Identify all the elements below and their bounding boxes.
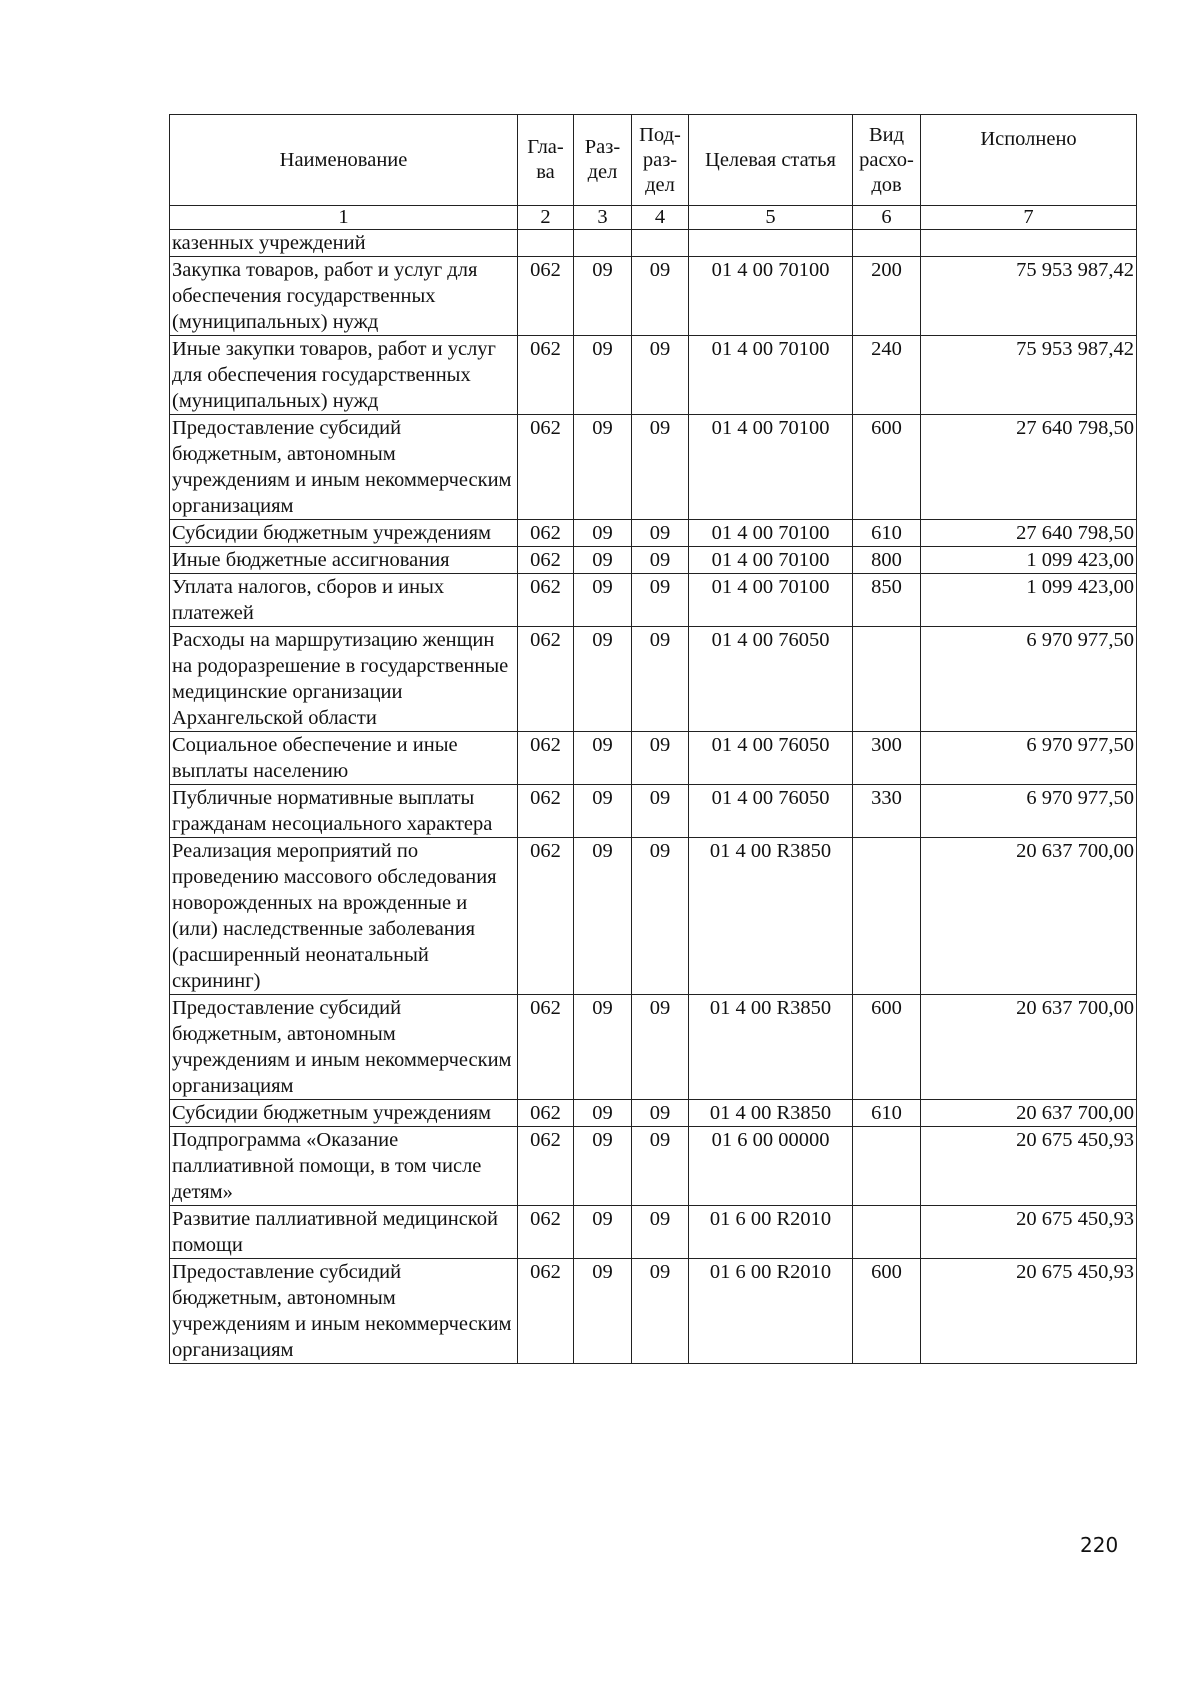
table-row	[170, 574, 1137, 627]
row-target-cell: 01 4 00 70100	[689, 520, 853, 547]
row-section-cell: 09	[574, 547, 632, 574]
row-expense-type-cell: 600	[853, 1259, 921, 1364]
table-row	[170, 1259, 1137, 1364]
row-target-cell: 01 6 00 R2010	[689, 1206, 853, 1259]
table-row	[170, 547, 1137, 574]
row-target-cell: 01 4 00 76050	[689, 627, 853, 732]
row-expense-type-cell	[853, 627, 921, 732]
row-subsection-cell: 09	[632, 1259, 689, 1364]
row-name-cell: Предоставление субсидий бюджетным, автономным учреждениям и иным некоммерческим организациям	[170, 1259, 518, 1364]
row-target-cell: 01 4 00 70100	[689, 415, 853, 520]
row-section-cell: 09	[574, 574, 632, 627]
row-name-cell: Развитие паллиативной медицинской помощи	[170, 1206, 518, 1259]
row-chapter-cell: 062	[518, 520, 574, 547]
row-subsection-cell: 09	[632, 547, 689, 574]
row-target-cell: 01 6 00 R2010	[689, 1259, 853, 1364]
row-expense-type-cell	[853, 230, 921, 257]
row-executed-cell: 27 640 798,50	[921, 415, 1137, 520]
row-expense-type-cell: 800	[853, 547, 921, 574]
header-row	[170, 115, 1137, 206]
row-subsection-cell: 09	[632, 336, 689, 415]
table-row	[170, 1127, 1137, 1206]
row-executed-cell: 75 953 987,42	[921, 257, 1137, 336]
row-name-cell: Реализация мероприятий по проведению массового обследования новорожденных на врожденные и (или) наследственные заболевания (расширенный неонатальный скрининг)	[170, 838, 518, 995]
row-subsection-cell: 09	[632, 1100, 689, 1127]
row-name-cell: Уплата налогов, сборов и иных платежей	[170, 574, 518, 627]
row-name-cell: Социальное обеспечение и иные выплаты населению	[170, 732, 518, 785]
row-subsection-cell: 09	[632, 838, 689, 995]
row-expense-type-cell	[853, 1206, 921, 1259]
row-section-cell: 09	[574, 1259, 632, 1364]
row-expense-type-cell	[853, 838, 921, 995]
row-name-cell: Иные бюджетные ассигнования	[170, 547, 518, 574]
row-subsection-cell: 09	[632, 627, 689, 732]
header-subsection: Под- раз- дел	[632, 115, 689, 206]
row-chapter-cell: 062	[518, 1259, 574, 1364]
table-row	[170, 995, 1137, 1100]
row-executed-cell: 20 675 450,93	[921, 1259, 1137, 1364]
row-chapter-cell: 062	[518, 1100, 574, 1127]
header-chapter: Гла- ва	[518, 115, 574, 206]
table-row	[170, 336, 1137, 415]
row-executed-cell: 6 970 977,50	[921, 732, 1137, 785]
row-name-cell: Субсидии бюджетным учреждениям	[170, 1100, 518, 1127]
row-name-cell: Расходы на маршрутизацию женщин на родоразрешение в государственные медицинские организации Архангельской области	[170, 627, 518, 732]
row-name-cell: Предоставление субсидий бюджетным, автономным учреждениям и иным некоммерческим организациям	[170, 995, 518, 1100]
table-row	[170, 520, 1137, 547]
row-chapter-cell: 062	[518, 415, 574, 520]
table-row	[170, 230, 1137, 257]
row-expense-type-cell: 300	[853, 732, 921, 785]
row-executed-cell: 20 637 700,00	[921, 995, 1137, 1100]
column-number: 7	[921, 206, 1137, 230]
row-section-cell: 09	[574, 838, 632, 995]
row-name-cell: казенных учреждений	[170, 230, 518, 257]
row-chapter-cell: 062	[518, 257, 574, 336]
row-subsection-cell: 09	[632, 520, 689, 547]
table-row	[170, 415, 1137, 520]
row-section-cell: 09	[574, 627, 632, 732]
row-target-cell: 01 4 00 R3850	[689, 995, 853, 1100]
page-number: 220	[1080, 1533, 1119, 1557]
row-chapter-cell: 062	[518, 785, 574, 838]
row-subsection-cell: 09	[632, 785, 689, 838]
row-executed-cell: 75 953 987,42	[921, 336, 1137, 415]
row-name-cell: Иные закупки товаров, работ и услуг для обеспечения государственных (муниципальных) нужд	[170, 336, 518, 415]
row-chapter-cell	[518, 230, 574, 257]
row-target-cell	[689, 230, 853, 257]
table-row	[170, 838, 1137, 995]
row-section-cell: 09	[574, 257, 632, 336]
row-expense-type-cell: 200	[853, 257, 921, 336]
row-target-cell: 01 4 00 70100	[689, 336, 853, 415]
header-expense-type: Вид расхо- дов	[853, 115, 921, 206]
column-number: 2	[518, 206, 574, 230]
table-row	[170, 1206, 1137, 1259]
row-executed-cell: 20 637 700,00	[921, 1100, 1137, 1127]
row-section-cell: 09	[574, 1100, 632, 1127]
row-expense-type-cell	[853, 1127, 921, 1206]
column-number: 1	[170, 206, 518, 230]
row-chapter-cell: 062	[518, 627, 574, 732]
row-target-cell: 01 4 00 R3850	[689, 838, 853, 995]
row-subsection-cell: 09	[632, 574, 689, 627]
row-section-cell: 09	[574, 785, 632, 838]
row-target-cell: 01 4 00 70100	[689, 547, 853, 574]
row-subsection-cell: 09	[632, 995, 689, 1100]
table-row	[170, 1100, 1137, 1127]
row-target-cell: 01 6 00 00000	[689, 1127, 853, 1206]
table-row	[170, 257, 1137, 336]
row-executed-cell: 20 675 450,93	[921, 1127, 1137, 1206]
row-subsection-cell: 09	[632, 1127, 689, 1206]
row-expense-type-cell: 610	[853, 520, 921, 547]
column-number: 5	[689, 206, 853, 230]
row-executed-cell: 20 675 450,93	[921, 1206, 1137, 1259]
row-expense-type-cell: 610	[853, 1100, 921, 1127]
row-chapter-cell: 062	[518, 838, 574, 995]
header-target: Целевая статья	[689, 115, 853, 206]
row-chapter-cell: 062	[518, 336, 574, 415]
column-number-row	[170, 206, 1137, 230]
row-section-cell	[574, 230, 632, 257]
row-section-cell: 09	[574, 415, 632, 520]
table-body	[170, 230, 1137, 1364]
row-chapter-cell: 062	[518, 1127, 574, 1206]
row-name-cell: Предоставление субсидий бюджетным, автономным учреждениям и иным некоммерческим организациям	[170, 415, 518, 520]
row-section-cell: 09	[574, 336, 632, 415]
row-chapter-cell: 062	[518, 732, 574, 785]
header-section: Раз- дел	[574, 115, 632, 206]
row-expense-type-cell: 600	[853, 415, 921, 520]
row-subsection-cell: 09	[632, 732, 689, 785]
row-expense-type-cell: 240	[853, 336, 921, 415]
row-executed-cell: 27 640 798,50	[921, 520, 1137, 547]
column-number: 4	[632, 206, 689, 230]
row-chapter-cell: 062	[518, 547, 574, 574]
row-executed-cell: 6 970 977,50	[921, 627, 1137, 732]
row-expense-type-cell: 850	[853, 574, 921, 627]
table-row	[170, 732, 1137, 785]
header-executed: Исполнено	[921, 115, 1137, 206]
row-name-cell: Публичные нормативные выплаты гражданам несоциального характера	[170, 785, 518, 838]
row-section-cell: 09	[574, 995, 632, 1100]
row-name-cell: Субсидии бюджетным учреждениям	[170, 520, 518, 547]
row-target-cell: 01 4 00 70100	[689, 257, 853, 336]
row-name-cell: Закупка товаров, работ и услуг для обеспечения государственных (муниципальных) нужд	[170, 257, 518, 336]
row-executed-cell: 1 099 423,00	[921, 547, 1137, 574]
row-subsection-cell	[632, 230, 689, 257]
column-number: 3	[574, 206, 632, 230]
row-section-cell: 09	[574, 732, 632, 785]
row-expense-type-cell: 600	[853, 995, 921, 1100]
row-subsection-cell: 09	[632, 415, 689, 520]
row-executed-cell: 20 637 700,00	[921, 838, 1137, 995]
row-target-cell: 01 4 00 70100	[689, 574, 853, 627]
row-section-cell: 09	[574, 1206, 632, 1259]
row-target-cell: 01 4 00 76050	[689, 732, 853, 785]
row-section-cell: 09	[574, 520, 632, 547]
row-executed-cell: 1 099 423,00	[921, 574, 1137, 627]
budget-execution-table	[169, 114, 1137, 1364]
row-target-cell: 01 4 00 R3850	[689, 1100, 853, 1127]
table-row	[170, 785, 1137, 838]
header-name: Наименование	[170, 115, 518, 206]
row-expense-type-cell: 330	[853, 785, 921, 838]
row-name-cell: Подпрограмма «Оказание паллиативной помощи, в том числе детям»	[170, 1127, 518, 1206]
row-target-cell: 01 4 00 76050	[689, 785, 853, 838]
row-chapter-cell: 062	[518, 995, 574, 1100]
row-chapter-cell: 062	[518, 1206, 574, 1259]
table-row	[170, 627, 1137, 732]
row-chapter-cell: 062	[518, 574, 574, 627]
row-executed-cell: 6 970 977,50	[921, 785, 1137, 838]
column-number: 6	[853, 206, 921, 230]
row-section-cell: 09	[574, 1127, 632, 1206]
row-subsection-cell: 09	[632, 1206, 689, 1259]
row-executed-cell	[921, 230, 1137, 257]
row-subsection-cell: 09	[632, 257, 689, 336]
